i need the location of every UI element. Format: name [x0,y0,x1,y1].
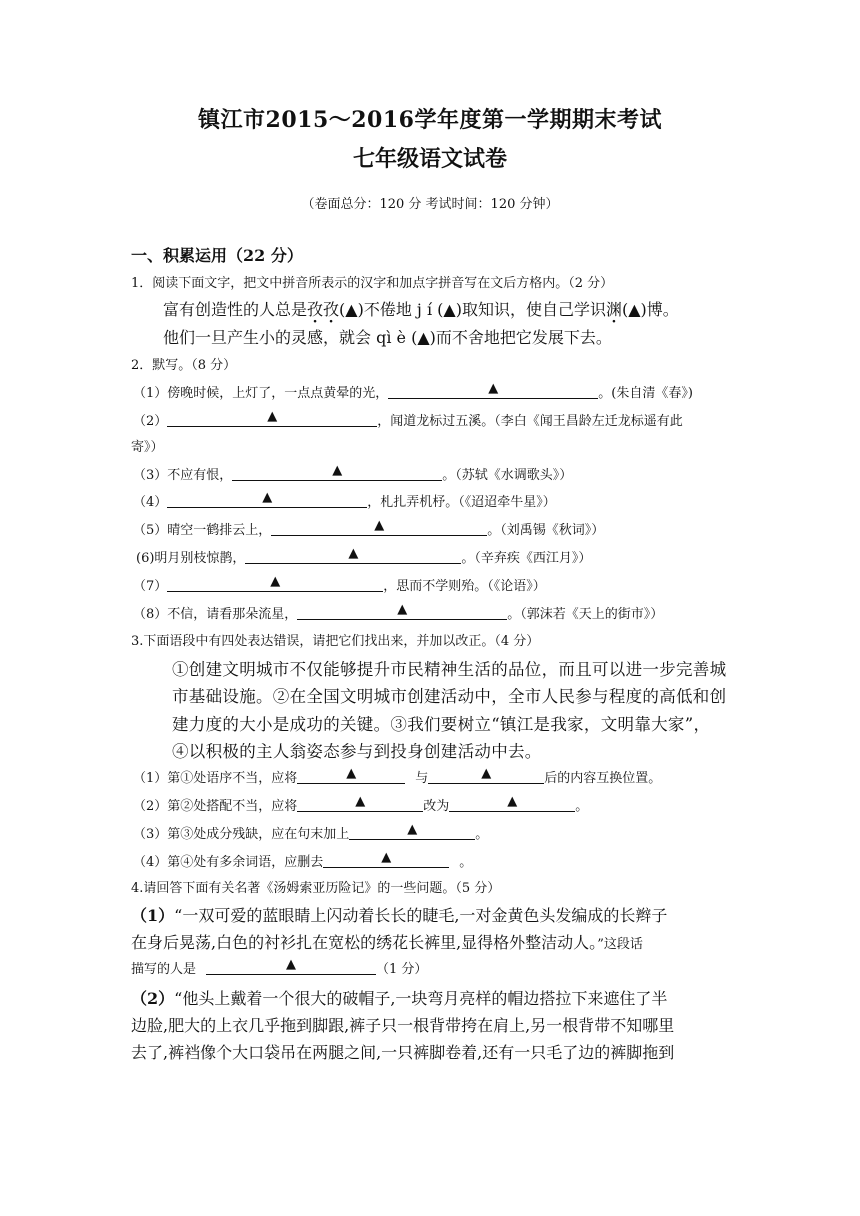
answer-blank[interactable] [449,794,575,812]
answer-blank[interactable] [232,463,442,481]
answer-blank[interactable] [271,518,487,536]
triangle-mark: ▲ [332,463,343,478]
q1-line2: 他们一旦产生小的灵感，就会 qì è (▲)而不舍地把它发展下去。 [163,328,612,347]
q4-p1-line2 [131,930,643,953]
q1-line1-a: 富有创造性的人总是 [163,300,308,319]
answer-blank[interactable] [297,766,405,784]
q3-answer-4-post: 。 [459,855,473,870]
answer-blank[interactable] [245,546,461,564]
q3-answer-1-mid: 与 [415,771,429,786]
triangle-mark: ▲ [346,766,357,781]
triangle-mark: ▲ [267,409,278,424]
triangle-mark: ▲ [397,602,408,617]
q2-item-5 [133,519,604,538]
q4-p1-text: 在身后晃荡,白色的衬衫扎在宽松的绣花长裤里,显得格外整洁动人。 [131,933,598,952]
q1-line1-b: (▲)不倦地 j í (▲)取知识，使自己学识 [339,300,606,319]
exam-subtitle-title: 七年级语文试卷 [352,146,507,172]
triangle-mark: ▲ [381,850,392,865]
q1-dotted-char-1: 孜 [307,300,324,319]
answer-blank[interactable] [167,490,367,508]
q2-item-4 [133,491,556,510]
q2-item-4-pre: （4） [133,495,168,510]
q4-p2-number: （2） [131,989,175,1008]
q4-stem: 4.请回答下面有关名著《汤姆索亚历险记》的一些问题。（5 分） [131,881,501,896]
q2-item-3-pre: （3）不应有恨， [133,468,233,483]
q4-p1-text: “一双可爱的蓝眼睛上闪动着长长的睫毛,一对金黄色头发编成的长辫子 [174,906,668,925]
exam-title: 镇江市2015～2016学年度第一学期期末考试 [198,107,662,133]
q2-item-7 [133,575,546,594]
q2-item-8 [133,603,663,622]
answer-blank[interactable] [323,850,449,868]
q3-passage-line: ④以积极的主人翁姿态参与到投身创建活动中去。 [172,742,542,761]
q3-answer-4-pre: （4）第④处有多余词语，应删去 [133,855,324,870]
q4-p1-answer-post: （1 分） [376,962,428,977]
q2-item-7-post: ，思而不学则殆。（《论语》） [383,579,546,594]
answer-blank[interactable] [349,822,475,840]
q2-item-3-post: 。（苏轼《水调歌头》） [442,468,573,483]
q2-item-2-cont: 寄》） [131,440,164,455]
q3-answer-4 [133,851,472,870]
triangle-mark: ▲ [488,381,499,396]
q3-answer-3 [133,823,488,842]
q4-p1-number: （1） [131,906,175,925]
q2-item-2 [133,410,683,429]
triangle-mark: ▲ [348,546,359,561]
q3-stem: 3.下面语段中有四处表达错误，请把它们找出来，并加以改正。（4 分） [131,634,540,649]
q3-passage-line: 建力度的大小是成功的关键。③我们要树立“镇江是我家，文明靠大家”， [172,715,711,734]
q2-item-2-pre: （2） [133,414,168,429]
q4-p2-line2: 边脸,肥大的上衣几乎拖到脚跟,裤子只一根背带挎在肩上,另一根背带不知哪里 [131,1016,675,1035]
q2-item-1-pre: （1）傍晚时候，上灯了，一点点黄晕的光， [133,386,389,401]
q4-p1-answer-pre: 描写的人是 [131,962,197,977]
q4-p2-line3: 去了,裤裆像个大口袋吊在两腿之间,一只裤脚卷着,还有一只毛了边的裤脚拖到 [131,1043,675,1062]
triangle-mark: ▲ [481,766,492,781]
q1-dotted-char-3: 渊 [605,300,622,319]
answer-blank[interactable] [206,957,376,975]
answer-blank[interactable] [388,381,598,399]
q3-answer-3-pre: （3）第③处成分残缺，应在句末加上 [133,827,350,842]
q2-stem: 2．默写。（8 分） [131,358,237,373]
q2-item-5-pre: （5）晴空一鹤排云上， [133,523,272,538]
q2-item-6 [136,547,591,566]
section-heading: 一、积累运用（22 分） [131,246,303,265]
q1-line1-c: (▲)博。 [621,300,679,319]
answer-blank[interactable] [428,766,544,784]
q4-p1-text-tail: ”这段话 [597,937,643,952]
q3-answer-3-post: 。 [475,827,489,842]
q3-answer-2-mid: 改为 [423,799,450,814]
q4-p1-line1 [131,903,667,926]
q3-answer-1-pre: （1）第①处语序不当，应将 [133,771,298,786]
q3-passage-line: 市基础设施。②在全国文明城市创建活动中，全市人民参与程度的高低和创 [172,687,727,706]
q2-item-7-pre: （7） [133,579,168,594]
q3-answer-2-pre: （2）第②处搭配不当，应将 [133,799,298,814]
triangle-mark: ▲ [286,957,297,972]
answer-blank[interactable] [297,602,507,620]
q2-item-6-pre: (6)明月别枝惊鹊， [136,551,246,566]
q3-passage-line: ①创建文明城市不仅能够提升市民精神生活的品位，而且可以进一步完善城 [172,660,727,679]
q3-answer-1 [133,767,661,786]
answer-blank[interactable] [167,574,383,592]
q3-answer-2-post: 。 [575,799,589,814]
answer-blank[interactable] [297,794,423,812]
q4-p1-line3 [131,958,427,977]
q3-answer-2 [133,795,588,814]
triangle-mark: ▲ [270,574,281,589]
q2-item-4-post: ，札扎弄机杼。（《迢迢牵牛星》） [367,495,556,510]
q2-item-6-post: 。（辛弃疾《西江月》） [461,551,592,566]
triangle-mark: ▲ [407,822,418,837]
triangle-mark: ▲ [262,490,273,505]
q2-item-8-pre: （8）不信，请看那朵流星， [133,607,298,622]
exam-meta: （卷面总分：120 分 考试时间：120 分钟） [301,197,559,212]
q4-p2-text: “他头上戴着一个很大的破帽子,一块弯月亮样的帽边搭拉下来遮住了半 [174,989,668,1008]
triangle-mark: ▲ [355,794,366,809]
triangle-mark: ▲ [507,794,518,809]
q2-item-1 [133,382,693,401]
q2-item-3 [133,464,572,483]
q1-line1 [163,297,679,320]
answer-blank[interactable] [167,409,377,427]
q2-item-1-post: 。(朱自清《春》) [598,386,693,401]
q1-stem: 1．阅读下面文字，把文中拼音所表示的汉字和加点字拼音写在文后方格内。（2 分） [131,276,614,291]
q2-item-2-post: ，闻道龙标过五溪。（李白《闻王昌龄左迁龙标遥有此 [377,414,683,429]
q4-p2-line1 [131,986,667,1009]
q1-dotted-char-2: 孜 [323,300,340,319]
q2-item-8-post: 。（郭沫若《天上的街市》） [507,607,664,622]
q3-answer-1-post: 后的内容互换位置。 [544,771,662,786]
q2-item-5-post: 。（刘禹锡《秋词》） [487,523,605,538]
triangle-mark: ▲ [374,518,385,533]
